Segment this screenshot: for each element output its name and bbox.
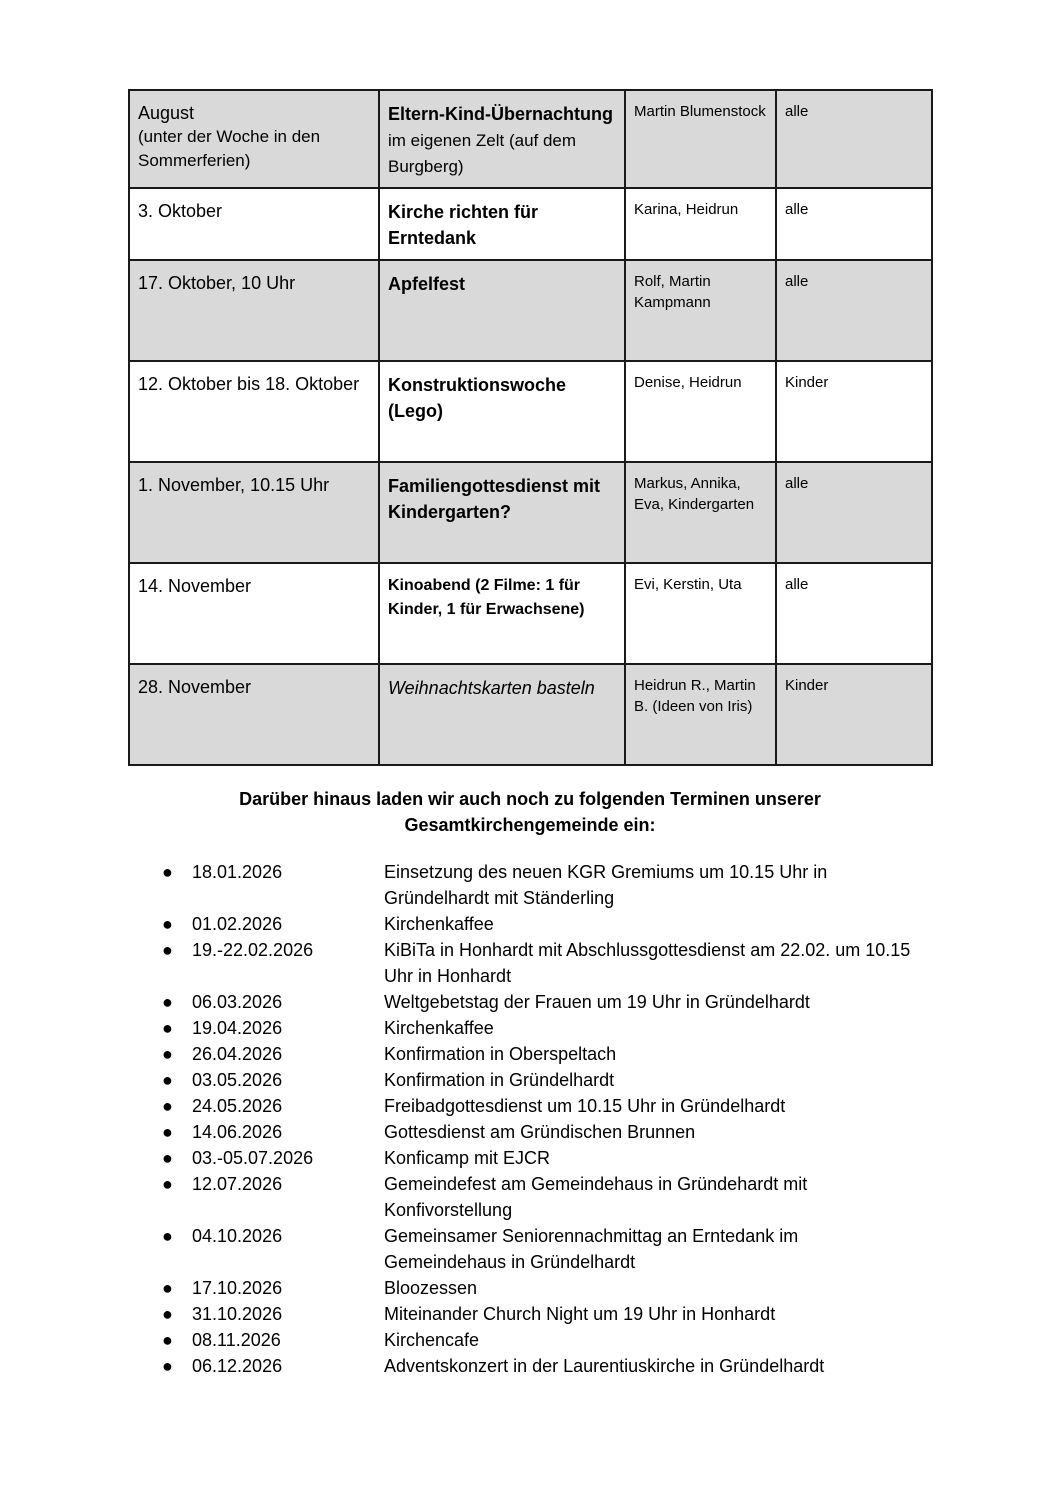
event-date: 12.07.2026 (192, 1174, 283, 1194)
event-detail: im eigenen Zelt (auf dem Burgberg) (388, 131, 577, 176)
list-item (160, 1353, 920, 1379)
date-cell (129, 260, 379, 361)
date-cell (129, 563, 379, 664)
event-title: Apfelfest (388, 274, 466, 294)
date-text: 1. November, 10.15 Uhr (138, 475, 330, 495)
bullet-icon: ● (162, 1304, 173, 1324)
target-group-cell: alle (776, 563, 932, 664)
list-item (160, 937, 920, 989)
event-date: 31.10.2026 (192, 1304, 283, 1324)
bullet-icon: ● (162, 1278, 173, 1298)
event-title: Kirche richten für Erntedank (388, 202, 539, 248)
events-list (160, 859, 920, 1379)
date-cell (129, 664, 379, 765)
list-item (160, 859, 920, 911)
event-cell (379, 90, 625, 188)
target-group-cell: Kinder (776, 361, 932, 462)
target-group-cell: alle (776, 90, 932, 188)
bullet-icon: ● (162, 1122, 173, 1142)
event-cell (379, 664, 625, 765)
list-item (160, 1171, 920, 1223)
responsible-cell: Markus, Annika, Eva, Kindergarten (625, 462, 776, 563)
event-description: Kirchencafe (384, 1330, 480, 1350)
event-title: Konstruktionswoche (Lego) (388, 375, 567, 421)
event-description: Kirchenkaffee (384, 1018, 494, 1038)
bullet-icon: ● (162, 992, 173, 1012)
list-item (160, 911, 920, 937)
list-item (160, 1015, 920, 1041)
list-item (160, 1327, 920, 1353)
event-cell (379, 361, 625, 462)
date-text: 3. Oktober (138, 201, 223, 221)
event-description: Konficamp mit EJCR (384, 1148, 551, 1168)
list-item (160, 1223, 920, 1275)
date-text: 14. November (138, 576, 252, 596)
list-item (160, 1093, 920, 1119)
date-note: (unter der Woche in den Sommerferien) (138, 127, 321, 170)
bullet-icon: ● (162, 862, 173, 882)
event-description: Gemeindefest am Gemeindehaus in Gründehardt mit Konfivorstellung (384, 1174, 808, 1220)
bullet-icon: ● (162, 1096, 173, 1116)
event-title: Familiengottesdienst mit Kindergarten? (388, 476, 601, 522)
event-description: Freibadgottesdienst um 10.15 Uhr in Gründelhardt (384, 1096, 786, 1116)
bullet-icon: ● (162, 1044, 173, 1064)
list-item (160, 1145, 920, 1171)
event-date: 19.-22.02.2026 (192, 940, 314, 960)
bullet-icon: ● (162, 1226, 173, 1246)
table-row (129, 90, 932, 188)
event-description: Kirchenkaffee (384, 914, 494, 934)
event-description: Konfirmation in Oberspeltach (384, 1044, 617, 1064)
event-description: Adventskonzert in der Laurentiuskirche in Gründelhardt (384, 1356, 825, 1376)
event-cell (379, 188, 625, 260)
event-description: Einsetzung des neuen KGR Gremiums um 10.15 Uhr in Gründelhardt mit Ständerling (384, 862, 828, 908)
event-description: Miteinander Church Night um 19 Uhr in Honhardt (384, 1304, 776, 1324)
bullet-icon: ● (162, 940, 173, 960)
event-description: Gemeinsamer Seniorennachmittag an Erntedank im Gemeindehaus in Gründelhardt (384, 1226, 799, 1272)
bullet-icon: ● (162, 1330, 173, 1350)
date-text: 28. November (138, 677, 252, 697)
responsible-cell: Heidrun R., Martin B. (Ideen von Iris) (625, 664, 776, 765)
date-text: 17. Oktober, 10 Uhr (138, 273, 296, 293)
responsible-cell: Denise, Heidrun (625, 361, 776, 462)
responsible-cell: Rolf, Martin Kampmann (625, 260, 776, 361)
event-date: 08.11.2026 (192, 1330, 281, 1350)
target-group-cell: alle (776, 188, 932, 260)
bullet-icon: ● (162, 914, 173, 934)
date-cell (129, 188, 379, 260)
event-description: Weltgebetstag der Frauen um 19 Uhr in Gründelhardt (384, 992, 810, 1012)
event-date: 26.04.2026 (192, 1044, 283, 1064)
table-row (129, 361, 932, 462)
bullet-icon: ● (162, 1174, 173, 1194)
table-row (129, 260, 932, 361)
table-row (129, 462, 932, 563)
event-title: Eltern-Kind-Übernachtung (388, 104, 613, 124)
date-cell (129, 90, 379, 188)
target-group-cell: Kinder (776, 664, 932, 765)
event-description: KiBiTa in Honhardt mit Abschlussgottesdienst am 22.02. um 10.15 Uhr in Honhardt (384, 940, 911, 986)
date-cell (129, 361, 379, 462)
list-item (160, 1119, 920, 1145)
list-item (160, 1067, 920, 1093)
event-title: Weihnachtskarten basteln (388, 678, 595, 698)
event-date: 01.02.2026 (192, 914, 283, 934)
event-description: Gottesdienst am Gründischen Brunnen (384, 1122, 696, 1142)
list-item (160, 1041, 920, 1067)
event-date: 04.10.2026 (192, 1226, 283, 1246)
bullet-icon: ● (162, 1018, 173, 1038)
responsible-cell: Karina, Heidrun (625, 188, 776, 260)
schedule-table (128, 89, 933, 766)
event-date: 03.05.2026 (192, 1070, 283, 1090)
event-title: Kinoabend (2 Filme: 1 für Kinder, 1 für Erwachsene) (388, 577, 585, 618)
bullet-icon: ● (162, 1070, 173, 1090)
table-row (129, 563, 932, 664)
event-date: 14.06.2026 (192, 1122, 283, 1142)
event-cell (379, 260, 625, 361)
event-date: 06.12.2026 (192, 1356, 283, 1376)
event-description: Bloozessen (384, 1278, 478, 1298)
date-text: August (138, 103, 195, 123)
list-item (160, 1275, 920, 1301)
responsible-cell: Martin Blumenstock (625, 90, 776, 188)
list-item (160, 1301, 920, 1327)
event-date: 18.01.2026 (192, 862, 283, 882)
event-date: 19.04.2026 (192, 1018, 283, 1038)
event-description: Konfirmation in Gründelhardt (384, 1070, 615, 1090)
event-date: 03.-05.07.2026 (192, 1148, 314, 1168)
event-date: 17.10.2026 (192, 1278, 283, 1298)
event-date: 06.03.2026 (192, 992, 283, 1012)
list-item (160, 989, 920, 1015)
table-row (129, 188, 932, 260)
event-cell (379, 462, 625, 563)
table-row (129, 664, 932, 765)
target-group-cell: alle (776, 462, 932, 563)
target-group-cell: alle (776, 260, 932, 361)
bullet-icon: ● (162, 1148, 173, 1168)
intro-heading: Darüber hinaus laden wir auch noch zu folgenden Terminen unserer Gesamtkirchengemeinde ein: (239, 789, 821, 835)
event-date: 24.05.2026 (192, 1096, 283, 1116)
event-cell (379, 563, 625, 664)
date-cell (129, 462, 379, 563)
bullet-icon: ● (162, 1356, 173, 1376)
responsible-cell: Evi, Kerstin, Uta (625, 563, 776, 664)
date-text: 12. Oktober bis 18. Oktober (138, 374, 360, 394)
